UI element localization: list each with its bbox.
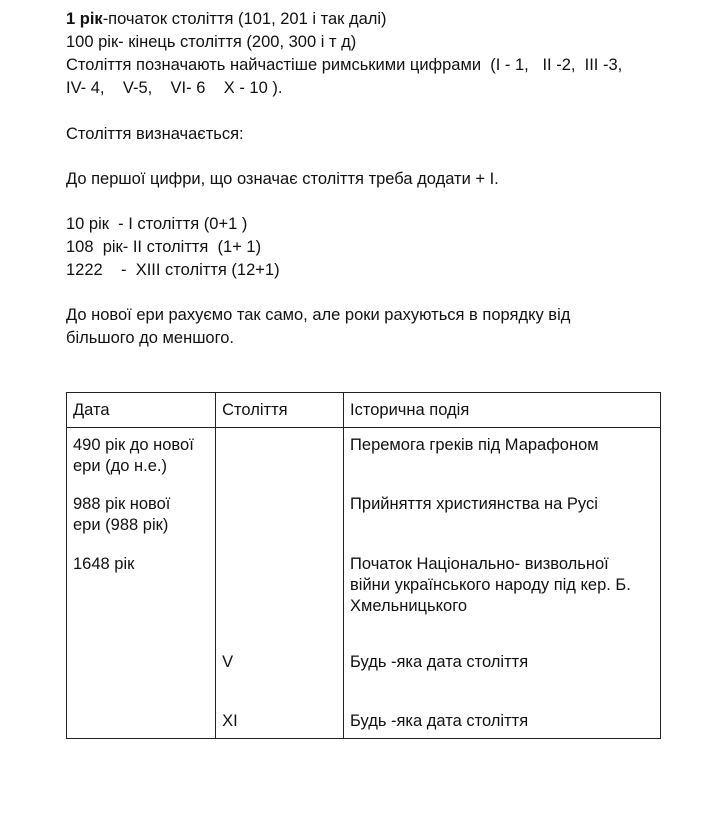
- date-entry: [73, 554, 134, 575]
- example-line: 108 рік- ІІ століття (1+ 1): [66, 238, 262, 256]
- date-entry-line: ери (до н.е.): [73, 457, 167, 475]
- intro-line-2: 100 рік- кінець століття (200, 300 і т д): [66, 33, 357, 51]
- date-entry-line: 1648 рік: [73, 555, 135, 573]
- event-entry: [350, 711, 528, 732]
- event-entry-line: Хмельницького: [350, 597, 468, 615]
- spacer: [66, 191, 666, 213]
- table-body-row: [67, 428, 661, 739]
- example-line: 1222 - ХІІІ століття (12+1): [66, 261, 280, 279]
- spacer: [66, 100, 666, 123]
- event-entry-line: Початок Національно- визвольної: [350, 555, 609, 573]
- rule-text: До першої цифри, що означає століття треба додати + І.: [66, 170, 499, 188]
- intro-bold-term: 1 рік: [66, 10, 103, 28]
- event-entry: [350, 652, 528, 673]
- event-entry-line: Прийняття християнства на Русі: [350, 495, 598, 513]
- table-header-row: [67, 393, 661, 428]
- definition-heading: [66, 123, 666, 146]
- event-entry-line: Будь -яка дата століття: [350, 653, 529, 671]
- date-entry-line: 490 рік до нової: [73, 436, 194, 454]
- header-century: Століття: [216, 393, 344, 428]
- event-entry-line: Перемога греків під Марафоном: [350, 436, 599, 454]
- century-entry: V: [222, 653, 234, 671]
- bc-note-paragraph: [66, 304, 666, 350]
- rule-paragraph: [66, 168, 666, 191]
- event-entry: [350, 494, 598, 515]
- header-date: Дата: [67, 393, 216, 428]
- intro-line-1: [66, 8, 666, 31]
- intro-line-3: Століття позначають найчастіше римськими цифрами (І - 1, ІІ -2, ІІІ -3,: [66, 56, 623, 74]
- intro-line-4: IV- 4, V-5, VI- 6 X - 10 ).: [66, 79, 283, 97]
- example-line: 10 рік - І століття (0+1 ): [66, 215, 248, 233]
- spacer: [66, 146, 666, 168]
- header-event: Історична подія: [344, 393, 661, 428]
- document-page: [66, 8, 666, 350]
- bc-note-line-2: більшого до меншого.: [66, 329, 235, 347]
- date-entry-line: 988 рік нової: [73, 495, 171, 513]
- examples-paragraph: [66, 213, 666, 282]
- date-entry: [73, 435, 194, 477]
- bc-note-line-1: До нової ери рахуємо так само, але роки рахуються в порядку від: [66, 306, 571, 324]
- event-entry-line: війни українського народу під кер. Б.: [350, 576, 631, 594]
- event-entry: [350, 435, 599, 456]
- date-entry: [73, 494, 170, 536]
- century-entry: XI: [222, 712, 238, 730]
- event-entry-line: Будь -яка дата століття: [350, 712, 529, 730]
- intro-line-1-rest: -початок століття (101, 201 і так далі): [102, 10, 387, 28]
- history-table: [66, 392, 661, 739]
- spacer: [66, 282, 666, 304]
- century-column: [216, 428, 344, 739]
- definition-heading-text: Століття визначається:: [66, 125, 244, 143]
- event-entry: [350, 554, 631, 617]
- date-column: [67, 428, 216, 739]
- date-entry-line: ери (988 рік): [73, 516, 169, 534]
- intro-paragraph: [66, 8, 666, 100]
- event-column: [344, 428, 661, 739]
